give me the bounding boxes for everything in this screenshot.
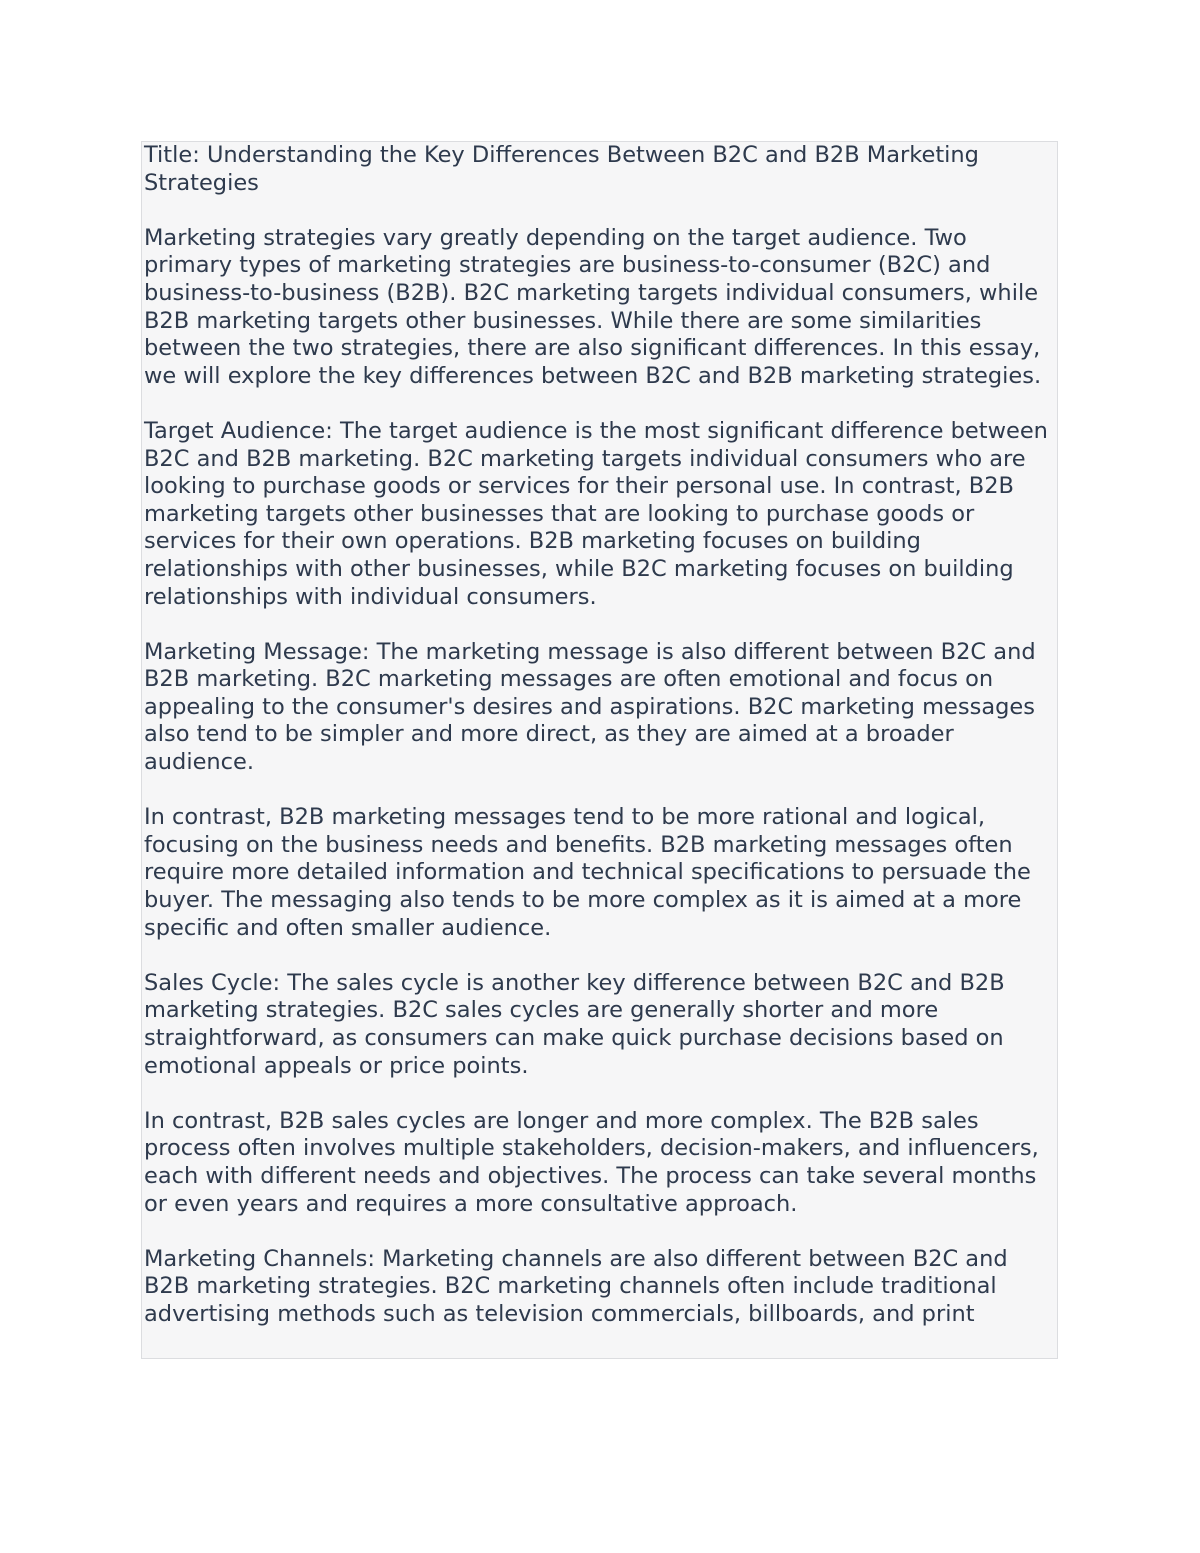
paragraph-b2b-message: In contrast, B2B marketing messages tend to be more rational and logical, focusing on the business needs and benefits. B2B marketing messages often require more detailed information and technical specifications to persuade the buyer. The messaging also tends to be more complex as it is aimed at a more specific and often smaller audience. xyxy=(144,804,1031,941)
paragraph-sales-cycle: Sales Cycle: The sales cycle is another key difference between B2C and B2B marketing strategies. B2C sales cycles are generally shorter and more straightforward, as consumers can make quick purchase decisions based on emotional appeals or price points. xyxy=(144,969,1005,1079)
paragraph-marketing-message: Marketing Message: The marketing message is also different between B2C and B2B marketing. B2C marketing messages are often emotional and focus on appealing to the consumer's desires and aspirations. B2C marketing messages also tend to be simpler and more direct, as they are aimed at a broader audience. xyxy=(144,638,1036,776)
paragraph-marketing-channels: Marketing Channels: Marketing channels are also different between B2C and B2B marketing strategies. B2C marketing channels often include traditional advertising methods such as television commercials, billboards, and print xyxy=(144,1245,1008,1327)
document-title: Title: Understanding the Key Differences Between B2C and B2B Marketing Strategies xyxy=(144,142,979,196)
paragraph-target-audience: Target Audience: The target audience is the most significant difference between B2C and B2B marketing. B2C marketing targets individual consumers who are looking to purchase goods or services for their personal use. In contrast, B2B marketing targets other businesses that are looking to purchase goods or services for their own operations. B2B marketing focuses on building relationships with other businesses, while B2C marketing focuses on building relationships with individual consumers. xyxy=(144,417,1048,610)
paragraph-b2b-sales-cycle: In contrast, B2B sales cycles are longer and more complex. The B2B sales process often involves multiple stakeholders, decision-makers, and influencers, each with different needs and objectives. The process can take several months or even years and requires a more consultative approach. xyxy=(144,1107,1039,1217)
document-text xyxy=(144,142,1055,1329)
document-page xyxy=(141,141,1058,1359)
paragraph-intro: Marketing strategies vary greatly depending on the target audience. Two primary types of marketing strategies are business-to-consumer (B2C) and business-to-business (B2B). B2C marketing targets individual consumers, while B2B marketing targets other businesses. While there are some similarities between the two strategies, there are also significant differences. In this essay, we will explore the key differences between B2C and B2B marketing strategies. xyxy=(144,224,1042,389)
